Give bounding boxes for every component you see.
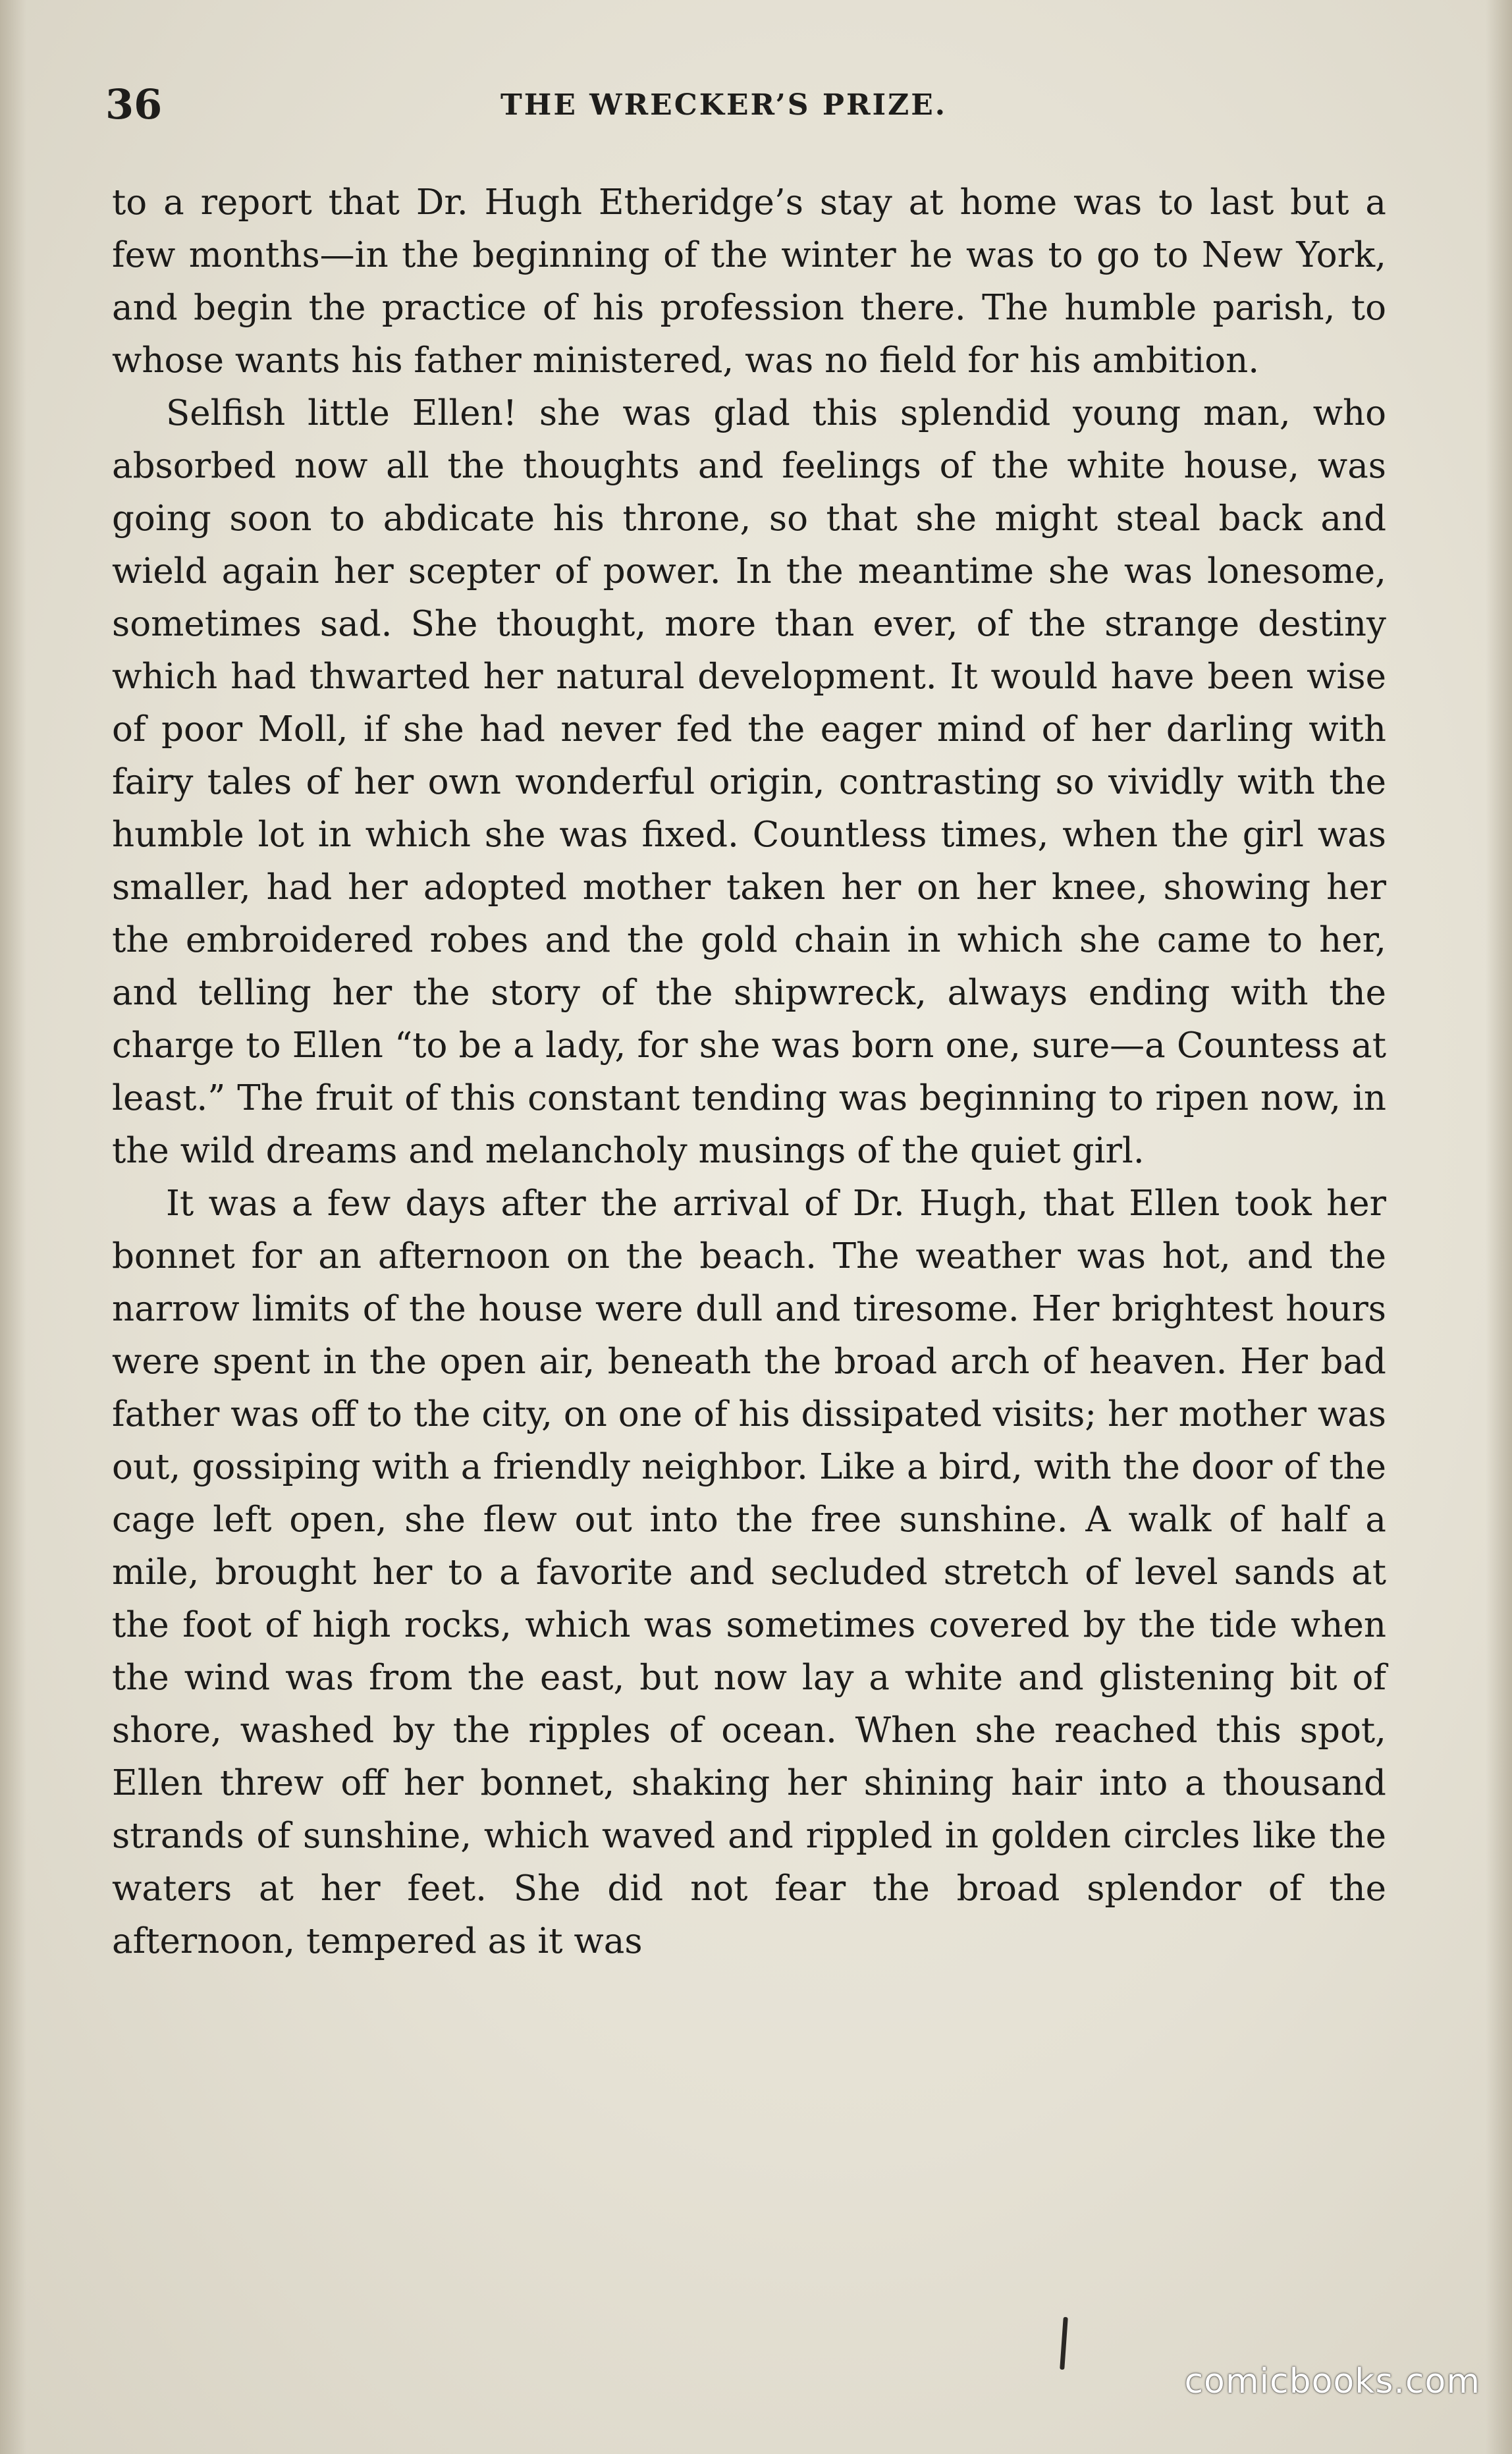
running-head: THE WRECKER’S PRIZE. [500,88,948,122]
paragraph: Selfish little Ellen! she was glad this splendid young man, who absorbed now all the thoughts and feelings of the white house, was going soon to abdicate his throne, so that she might steal back and wield again her scepter of power. In the meantime she was lonesome, sometimes sad. She thought, more than ever, of the strange destiny which had thwarted her natural development. It would have been wise of poor Moll, if she had never fed the eager mind of her darling with fairy tales of her own wonderful origin, contrasting so vividly with the humble lot in which she was fixed. Countless times, when the girl was smaller, had her adopted mother taken her on her knee, showing her the embroidered robes and the gold chain in which she came to her, and telling her the story of the shipwreck, always ending with the charge to Ellen “to be a lady, for she was born one, sure—a Countess at least.” The fruit of this constant tending was beginning to ripen now, in the wild dreams and melancholy musings of the quiet girl. [112,393,1386,1171]
page-edge-shadow-right [1486,0,1512,2454]
page-edge-shadow-left [0,0,26,2454]
paragraph: It was a few days after the arrival of Dr. Hugh, that Ellen took her bonnet for an afternoon on the beach. The weather was hot, and the narrow limits of the house were dull and tiresome. Her brightest hours were spent in the open air, beneath the broad arch of heaven. Her bad father was off to the city, on one of his dissipated visits; her mother was out, gossiping with a friendly neighbor. Like a bird, with the door of the cage left open, she flew out into the free sunshine. A walk of half a mile, brought her to a favorite and secluded stretch of level sands at the foot of high rocks, which was sometimes covered by the tide when the wind was from the east, but now lay a white and glistening bit of shore, washed by the ripples of ocean. When she reached this spot, Ellen threw off her bonnet, shaking her shining hair into a thousand strands of sunshine, which waved and rippled in golden circles like the waters at her feet. She did not fear the broad splendor of the afternoon, tempered as it was [112,1184,1386,1961]
pencil-mark [1060,2317,1068,2370]
body-text [112,177,1386,1968]
watermark: comicbooks.com [1184,2362,1480,2401]
page-header [105,80,1390,140]
page-number: 36 [105,80,163,128]
paragraph-continued: to a report that Dr. Hugh Etheridge’s stay at home was to last but a few months—in the beginning of the winter he was to go to New York, and begin the practice of his profession there. The humble parish, to whose wants his father ministered, was no field for his ambition. [112,182,1386,381]
